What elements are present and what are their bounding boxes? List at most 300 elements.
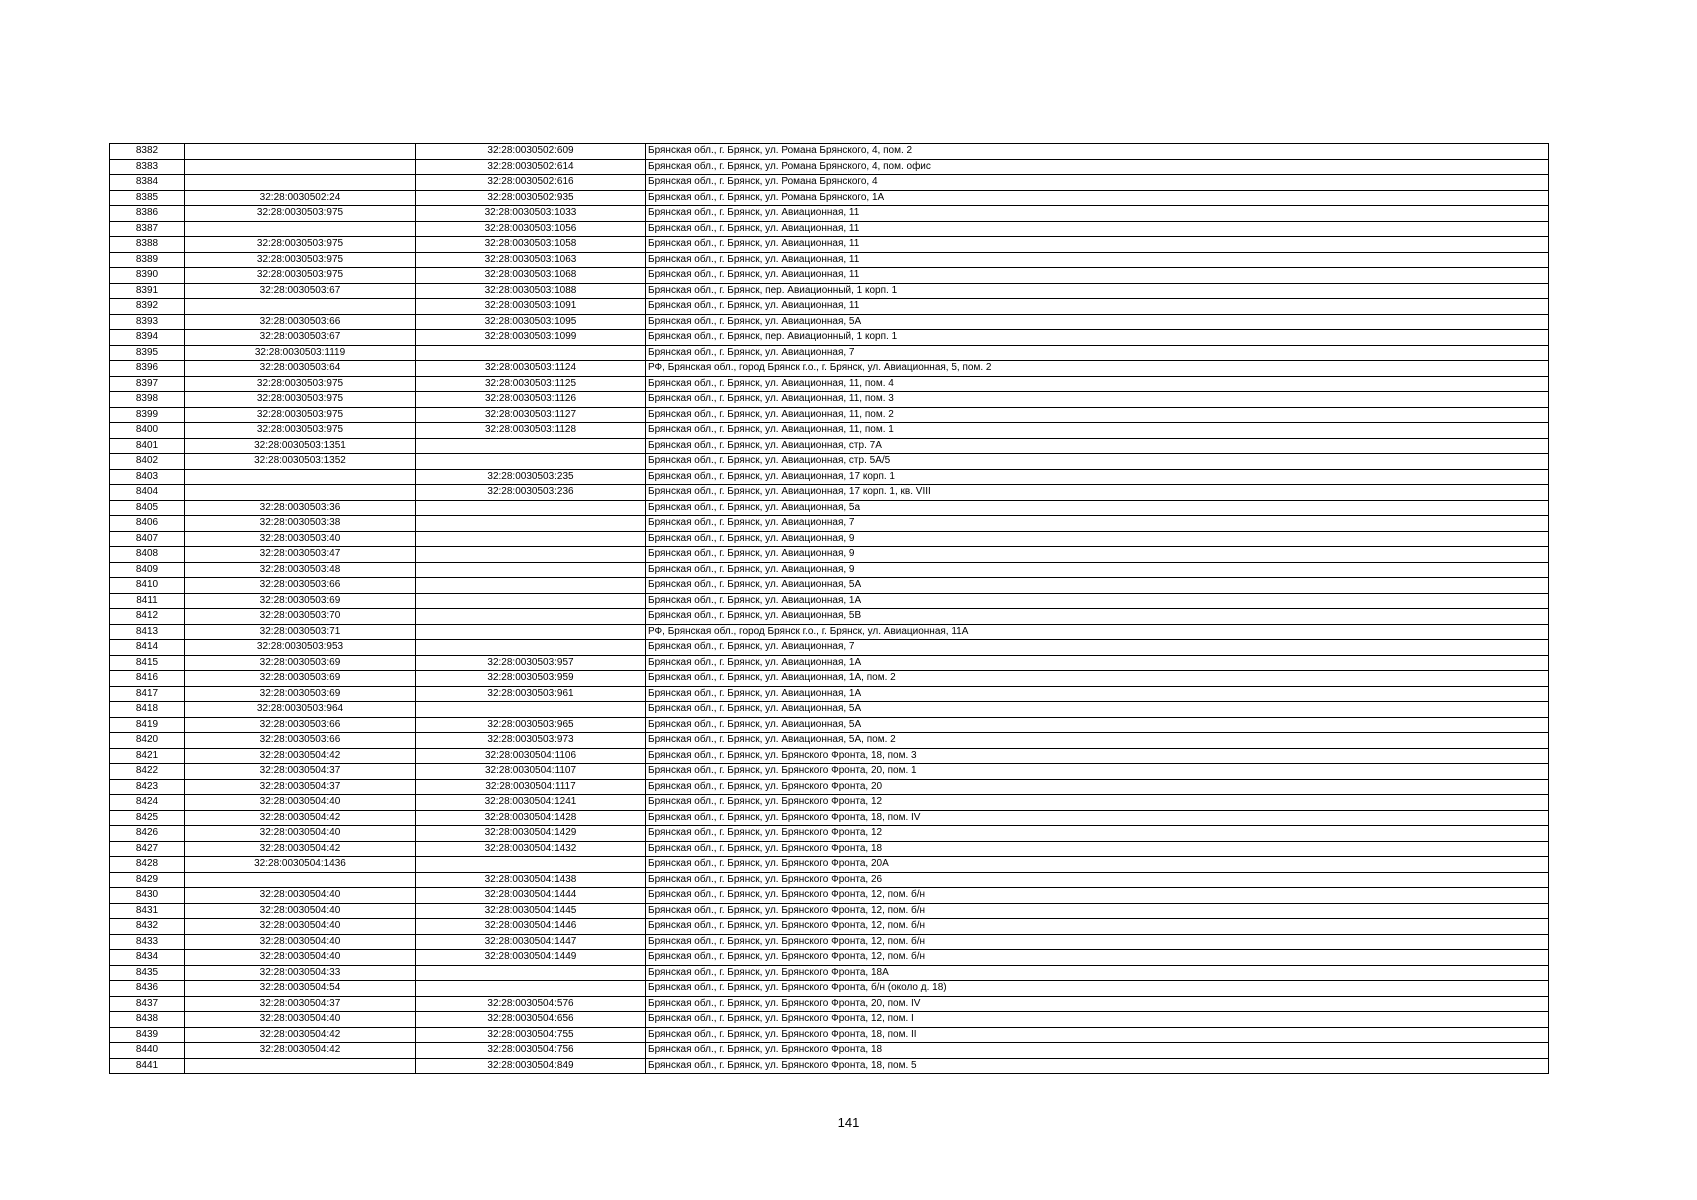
object-cadastral-number-cell: 32:28:0030504:1429 [416, 826, 646, 842]
object-cadastral-number-cell: 32:28:0030503:1128 [416, 423, 646, 439]
land-plot-cadastral-number-cell [185, 872, 416, 888]
row-number-cell: 8435 [110, 965, 185, 981]
object-cadastral-number-cell: 32:28:0030503:1088 [416, 283, 646, 299]
table-row [110, 423, 1549, 439]
table-row [110, 469, 1549, 485]
row-number-cell: 8436 [110, 981, 185, 997]
land-plot-cadastral-number-cell: 32:28:0030504:40 [185, 919, 416, 935]
table-row [110, 655, 1549, 671]
object-cadastral-number-cell: 32:28:0030503:1063 [416, 252, 646, 268]
object-cadastral-number-cell: 32:28:0030503:1124 [416, 361, 646, 377]
address-cell: Брянская обл., г. Брянск, ул. Авиационная, 7 [646, 345, 1549, 361]
land-plot-cadastral-number-cell: 32:28:0030504:42 [185, 748, 416, 764]
object-cadastral-number-cell: 32:28:0030504:849 [416, 1058, 646, 1074]
land-plot-cadastral-number-cell: 32:28:0030504:40 [185, 826, 416, 842]
object-cadastral-number-cell: 32:28:0030504:755 [416, 1027, 646, 1043]
object-cadastral-number-cell: 32:28:0030504:1438 [416, 872, 646, 888]
row-number-cell: 8408 [110, 547, 185, 563]
object-cadastral-number-cell: 32:28:0030503:1091 [416, 299, 646, 315]
address-cell: Брянская обл., г. Брянск, ул. Авиационная, 9 [646, 547, 1549, 563]
table-row [110, 1027, 1549, 1043]
land-plot-cadastral-number-cell: 32:28:0030503:1119 [185, 345, 416, 361]
row-number-cell: 8405 [110, 500, 185, 516]
land-plot-cadastral-number-cell: 32:28:0030504:37 [185, 779, 416, 795]
table-row [110, 764, 1549, 780]
row-number-cell: 8439 [110, 1027, 185, 1043]
table-row [110, 841, 1549, 857]
row-number-cell: 8421 [110, 748, 185, 764]
land-plot-cadastral-number-cell: 32:28:0030504:40 [185, 1012, 416, 1028]
object-cadastral-number-cell: 32:28:0030503:1125 [416, 376, 646, 392]
address-cell: Брянская обл., г. Брянск, ул. Авиационная, 11 [646, 252, 1549, 268]
object-cadastral-number-cell: 32:28:0030504:1446 [416, 919, 646, 935]
land-plot-cadastral-number-cell: 32:28:0030503:975 [185, 392, 416, 408]
address-cell: Брянская обл., г. Брянск, ул. Авиационная, 17 корп. 1 [646, 469, 1549, 485]
object-cadastral-number-cell: 32:28:0030503:973 [416, 733, 646, 749]
row-number-cell: 8428 [110, 857, 185, 873]
property-register-table [109, 143, 1549, 1074]
table-row [110, 531, 1549, 547]
land-plot-cadastral-number-cell: 32:28:0030503:66 [185, 314, 416, 330]
table-row [110, 562, 1549, 578]
table-row [110, 283, 1549, 299]
address-cell: Брянская обл., г. Брянск, ул. Авиационная, 5А, пом. 2 [646, 733, 1549, 749]
address-cell: Брянская обл., г. Брянск, ул. Авиационная, 5А [646, 717, 1549, 733]
table-row [110, 779, 1549, 795]
address-cell: Брянская обл., г. Брянск, ул. Авиационная, 11, пом. 3 [646, 392, 1549, 408]
object-cadastral-number-cell: 32:28:0030503:1033 [416, 206, 646, 222]
object-cadastral-number-cell [416, 578, 646, 594]
table-row [110, 438, 1549, 454]
object-cadastral-number-cell [416, 562, 646, 578]
object-cadastral-number-cell [416, 345, 646, 361]
land-plot-cadastral-number-cell: 32:28:0030504:42 [185, 810, 416, 826]
land-plot-cadastral-number-cell: 32:28:0030503:69 [185, 593, 416, 609]
land-plot-cadastral-number-cell: 32:28:0030503:66 [185, 733, 416, 749]
object-cadastral-number-cell: 32:28:0030502:616 [416, 175, 646, 191]
object-cadastral-number-cell: 32:28:0030503:1068 [416, 268, 646, 284]
object-cadastral-number-cell [416, 624, 646, 640]
table-row [110, 392, 1549, 408]
object-cadastral-number-cell: 32:28:0030502:609 [416, 144, 646, 160]
address-cell: Брянская обл., г. Брянск, ул. Брянского Фронта, 18А [646, 965, 1549, 981]
object-cadastral-number-cell: 32:28:0030504:1117 [416, 779, 646, 795]
table-row [110, 1058, 1549, 1074]
table-row [110, 454, 1549, 470]
object-cadastral-number-cell: 32:28:0030504:1428 [416, 810, 646, 826]
land-plot-cadastral-number-cell: 32:28:0030503:67 [185, 330, 416, 346]
address-cell: Брянская обл., г. Брянск, ул. Романа Брянского, 4 [646, 175, 1549, 191]
object-cadastral-number-cell: 32:28:0030503:1095 [416, 314, 646, 330]
row-number-cell: 8385 [110, 190, 185, 206]
address-cell: Брянская обл., г. Брянск, ул. Авиационная, 11, пом. 1 [646, 423, 1549, 439]
row-number-cell: 8433 [110, 934, 185, 950]
table-row [110, 733, 1549, 749]
table-row [110, 299, 1549, 315]
address-cell: Брянская обл., г. Брянск, ул. Брянского Фронта, 18 [646, 1043, 1549, 1059]
object-cadastral-number-cell [416, 593, 646, 609]
land-plot-cadastral-number-cell: 32:28:0030504:33 [185, 965, 416, 981]
table-body [110, 144, 1549, 1074]
row-number-cell: 8390 [110, 268, 185, 284]
address-cell: Брянская обл., г. Брянск, пер. Авиационный, 1 корп. 1 [646, 283, 1549, 299]
table-row [110, 888, 1549, 904]
table-row [110, 175, 1549, 191]
row-number-cell: 8389 [110, 252, 185, 268]
land-plot-cadastral-number-cell: 32:28:0030502:24 [185, 190, 416, 206]
address-cell: Брянская обл., г. Брянск, ул. Авиационная, 11 [646, 237, 1549, 253]
address-cell: Брянская обл., г. Брянск, ул. Романа Брянского, 4, пом. 2 [646, 144, 1549, 160]
row-number-cell: 8424 [110, 795, 185, 811]
row-number-cell: 8403 [110, 469, 185, 485]
address-cell: Брянская обл., г. Брянск, ул. Авиационная, 1А [646, 655, 1549, 671]
land-plot-cadastral-number-cell [185, 485, 416, 501]
land-plot-cadastral-number-cell: 32:28:0030503:69 [185, 686, 416, 702]
object-cadastral-number-cell: 32:28:0030504:1449 [416, 950, 646, 966]
address-cell: Брянская обл., г. Брянск, ул. Брянского Фронта, 12, пом. б/н [646, 888, 1549, 904]
object-cadastral-number-cell: 32:28:0030504:1444 [416, 888, 646, 904]
object-cadastral-number-cell: 32:28:0030504:576 [416, 996, 646, 1012]
address-cell: Брянская обл., г. Брянск, ул. Авиационная, 5А [646, 314, 1549, 330]
object-cadastral-number-cell [416, 531, 646, 547]
row-number-cell: 8392 [110, 299, 185, 315]
table-row [110, 903, 1549, 919]
land-plot-cadastral-number-cell: 32:28:0030503:48 [185, 562, 416, 578]
address-cell: Брянская обл., г. Брянск, ул. Авиационная, 1А [646, 593, 1549, 609]
object-cadastral-number-cell: 32:28:0030504:1106 [416, 748, 646, 764]
land-plot-cadastral-number-cell: 32:28:0030504:54 [185, 981, 416, 997]
row-number-cell: 8382 [110, 144, 185, 160]
address-cell: Брянская обл., г. Брянск, ул. Брянского Фронта, 18 [646, 841, 1549, 857]
land-plot-cadastral-number-cell: 32:28:0030503:975 [185, 252, 416, 268]
table-row [110, 159, 1549, 175]
address-cell: Брянская обл., г. Брянск, пер. Авиационный, 1 корп. 1 [646, 330, 1549, 346]
row-number-cell: 8384 [110, 175, 185, 191]
table-row [110, 330, 1549, 346]
address-cell: Брянская обл., г. Брянск, ул. Брянского Фронта, 12, пом. б/н [646, 950, 1549, 966]
object-cadastral-number-cell: 32:28:0030504:1432 [416, 841, 646, 857]
land-plot-cadastral-number-cell: 32:28:0030504:37 [185, 996, 416, 1012]
land-plot-cadastral-number-cell: 32:28:0030504:1436 [185, 857, 416, 873]
land-plot-cadastral-number-cell: 32:28:0030504:40 [185, 934, 416, 950]
table-row [110, 640, 1549, 656]
row-number-cell: 8417 [110, 686, 185, 702]
land-plot-cadastral-number-cell: 32:28:0030504:42 [185, 1027, 416, 1043]
land-plot-cadastral-number-cell: 32:28:0030503:975 [185, 423, 416, 439]
table-row [110, 810, 1549, 826]
table-row [110, 190, 1549, 206]
address-cell: Брянская обл., г. Брянск, ул. Авиационная, 5А [646, 578, 1549, 594]
table-row [110, 578, 1549, 594]
object-cadastral-number-cell: 32:28:0030504:756 [416, 1043, 646, 1059]
row-number-cell: 8419 [110, 717, 185, 733]
row-number-cell: 8407 [110, 531, 185, 547]
row-number-cell: 8404 [110, 485, 185, 501]
address-cell: Брянская обл., г. Брянск, ул. Брянского Фронта, 12, пом. б/н [646, 919, 1549, 935]
address-cell: Брянская обл., г. Брянск, ул. Брянского Фронта, 26 [646, 872, 1549, 888]
object-cadastral-number-cell: 32:28:0030503:959 [416, 671, 646, 687]
address-cell: Брянская обл., г. Брянск, ул. Брянского Фронта, 12, пом. б/н [646, 934, 1549, 950]
row-number-cell: 8416 [110, 671, 185, 687]
row-number-cell: 8431 [110, 903, 185, 919]
address-cell: Брянская обл., г. Брянск, ул. Брянского Фронта, 12 [646, 795, 1549, 811]
table-row [110, 144, 1549, 160]
row-number-cell: 8402 [110, 454, 185, 470]
object-cadastral-number-cell: 32:28:0030503:1056 [416, 221, 646, 237]
object-cadastral-number-cell: 32:28:0030504:1447 [416, 934, 646, 950]
object-cadastral-number-cell: 32:28:0030502:935 [416, 190, 646, 206]
address-cell: Брянская обл., г. Брянск, ул. Брянского Фронта, б/н (около д. 18) [646, 981, 1549, 997]
object-cadastral-number-cell [416, 454, 646, 470]
row-number-cell: 8430 [110, 888, 185, 904]
address-cell: Брянская обл., г. Брянск, ул. Брянского Фронта, 18, пом. 5 [646, 1058, 1549, 1074]
address-cell: Брянская обл., г. Брянск, ул. Брянского Фронта, 18, пом. II [646, 1027, 1549, 1043]
table-row [110, 748, 1549, 764]
object-cadastral-number-cell: 32:28:0030504:1241 [416, 795, 646, 811]
table-row [110, 268, 1549, 284]
address-cell: РФ, Брянская обл., город Брянск г.о., г. Брянск, ул. Авиационная, 11А [646, 624, 1549, 640]
table-row [110, 872, 1549, 888]
table-row [110, 485, 1549, 501]
land-plot-cadastral-number-cell: 32:28:0030503:67 [185, 283, 416, 299]
address-cell: Брянская обл., г. Брянск, ул. Авиационная, 17 корп. 1, кв. VIII [646, 485, 1549, 501]
land-plot-cadastral-number-cell: 32:28:0030503:975 [185, 206, 416, 222]
table-row [110, 516, 1549, 532]
address-cell: Брянская обл., г. Брянск, ул. Авиационная, 9 [646, 562, 1549, 578]
object-cadastral-number-cell: 32:28:0030502:614 [416, 159, 646, 175]
address-cell: Брянская обл., г. Брянск, ул. Авиационная, 5А [646, 702, 1549, 718]
row-number-cell: 8414 [110, 640, 185, 656]
address-cell: Брянская обл., г. Брянск, ул. Романа Брянского, 4, пом. офис [646, 159, 1549, 175]
land-plot-cadastral-number-cell [185, 144, 416, 160]
land-plot-cadastral-number-cell [185, 159, 416, 175]
land-plot-cadastral-number-cell: 32:28:0030503:47 [185, 547, 416, 563]
land-plot-cadastral-number-cell: 32:28:0030504:42 [185, 841, 416, 857]
row-number-cell: 8426 [110, 826, 185, 842]
land-plot-cadastral-number-cell: 32:28:0030503:1352 [185, 454, 416, 470]
address-cell: РФ, Брянская обл., город Брянск г.о., г. Брянск, ул. Авиационная, 5, пом. 2 [646, 361, 1549, 377]
row-number-cell: 8427 [110, 841, 185, 857]
address-cell: Брянская обл., г. Брянск, ул. Авиационная, 11, пом. 4 [646, 376, 1549, 392]
address-cell: Брянская обл., г. Брянск, ул. Романа Брянского, 1А [646, 190, 1549, 206]
row-number-cell: 8440 [110, 1043, 185, 1059]
object-cadastral-number-cell: 32:28:0030503:1126 [416, 392, 646, 408]
table-row [110, 1012, 1549, 1028]
table-row [110, 407, 1549, 423]
row-number-cell: 8401 [110, 438, 185, 454]
object-cadastral-number-cell [416, 702, 646, 718]
row-number-cell: 8397 [110, 376, 185, 392]
address-cell: Брянская обл., г. Брянск, ул. Авиационная, 11 [646, 268, 1549, 284]
object-cadastral-number-cell [416, 547, 646, 563]
table-row [110, 826, 1549, 842]
address-cell: Брянская обл., г. Брянск, ул. Брянского Фронта, 18, пом. 3 [646, 748, 1549, 764]
row-number-cell: 8398 [110, 392, 185, 408]
table-row [110, 965, 1549, 981]
row-number-cell: 8409 [110, 562, 185, 578]
row-number-cell: 8391 [110, 283, 185, 299]
address-cell: Брянская обл., г. Брянск, ул. Авиационная, 11 [646, 206, 1549, 222]
land-plot-cadastral-number-cell: 32:28:0030503:69 [185, 655, 416, 671]
row-number-cell: 8425 [110, 810, 185, 826]
table-row [110, 934, 1549, 950]
table-row [110, 500, 1549, 516]
table-row [110, 686, 1549, 702]
row-number-cell: 8432 [110, 919, 185, 935]
land-plot-cadastral-number-cell: 32:28:0030504:40 [185, 795, 416, 811]
address-cell: Брянская обл., г. Брянск, ул. Брянского Фронта, 12 [646, 826, 1549, 842]
address-cell: Брянская обл., г. Брянск, ул. Авиационная, 11, пом. 2 [646, 407, 1549, 423]
address-cell: Брянская обл., г. Брянск, ул. Брянского Фронта, 20А [646, 857, 1549, 873]
object-cadastral-number-cell: 32:28:0030504:656 [416, 1012, 646, 1028]
table-row [110, 206, 1549, 222]
row-number-cell: 8422 [110, 764, 185, 780]
object-cadastral-number-cell: 32:28:0030503:1058 [416, 237, 646, 253]
address-cell: Брянская обл., г. Брянск, ул. Брянского Фронта, 20 [646, 779, 1549, 795]
address-cell: Брянская обл., г. Брянск, ул. Брянского Фронта, 12, пом. б/н [646, 903, 1549, 919]
table-row [110, 919, 1549, 935]
address-cell: Брянская обл., г. Брянск, ул. Брянского Фронта, 12, пом. I [646, 1012, 1549, 1028]
land-plot-cadastral-number-cell [185, 299, 416, 315]
table-row [110, 252, 1549, 268]
land-plot-cadastral-number-cell: 32:28:0030503:964 [185, 702, 416, 718]
land-plot-cadastral-number-cell: 32:28:0030503:38 [185, 516, 416, 532]
land-plot-cadastral-number-cell: 32:28:0030504:40 [185, 888, 416, 904]
address-cell: Брянская обл., г. Брянск, ул. Брянского Фронта, 20, пом. 1 [646, 764, 1549, 780]
land-plot-cadastral-number-cell [185, 469, 416, 485]
row-number-cell: 8434 [110, 950, 185, 966]
object-cadastral-number-cell [416, 609, 646, 625]
land-plot-cadastral-number-cell: 32:28:0030503:66 [185, 578, 416, 594]
table-row [110, 361, 1549, 377]
land-plot-cadastral-number-cell: 32:28:0030503:40 [185, 531, 416, 547]
row-number-cell: 8438 [110, 1012, 185, 1028]
row-number-cell: 8429 [110, 872, 185, 888]
page-number: 141 [837, 1115, 860, 1130]
object-cadastral-number-cell: 32:28:0030503:236 [416, 485, 646, 501]
land-plot-cadastral-number-cell [185, 175, 416, 191]
object-cadastral-number-cell [416, 965, 646, 981]
table-row [110, 221, 1549, 237]
address-cell: Брянская обл., г. Брянск, ул. Авиационная, 11 [646, 221, 1549, 237]
object-cadastral-number-cell: 32:28:0030503:965 [416, 717, 646, 733]
address-cell: Брянская обл., г. Брянск, ул. Брянского Фронта, 20, пом. IV [646, 996, 1549, 1012]
row-number-cell: 8393 [110, 314, 185, 330]
table-row [110, 950, 1549, 966]
row-number-cell: 8415 [110, 655, 185, 671]
row-number-cell: 8410 [110, 578, 185, 594]
row-number-cell: 8406 [110, 516, 185, 532]
row-number-cell: 8437 [110, 996, 185, 1012]
land-plot-cadastral-number-cell [185, 221, 416, 237]
table-row [110, 376, 1549, 392]
table-row [110, 717, 1549, 733]
table-row [110, 795, 1549, 811]
land-plot-cadastral-number-cell: 32:28:0030504:37 [185, 764, 416, 780]
table-row [110, 981, 1549, 997]
object-cadastral-number-cell: 32:28:0030504:1445 [416, 903, 646, 919]
row-number-cell: 8418 [110, 702, 185, 718]
row-number-cell: 8399 [110, 407, 185, 423]
row-number-cell: 8394 [110, 330, 185, 346]
table-row [110, 237, 1549, 253]
land-plot-cadastral-number-cell: 32:28:0030503:66 [185, 717, 416, 733]
land-plot-cadastral-number-cell: 32:28:0030503:64 [185, 361, 416, 377]
row-number-cell: 8387 [110, 221, 185, 237]
land-plot-cadastral-number-cell: 32:28:0030504:42 [185, 1043, 416, 1059]
land-plot-cadastral-number-cell: 32:28:0030503:975 [185, 407, 416, 423]
object-cadastral-number-cell [416, 640, 646, 656]
table-row [110, 593, 1549, 609]
land-plot-cadastral-number-cell: 32:28:0030504:40 [185, 903, 416, 919]
row-number-cell: 8400 [110, 423, 185, 439]
row-number-cell: 8386 [110, 206, 185, 222]
table-row [110, 609, 1549, 625]
row-number-cell: 8411 [110, 593, 185, 609]
row-number-cell: 8413 [110, 624, 185, 640]
address-cell: Брянская обл., г. Брянск, ул. Авиационная, стр. 7А [646, 438, 1549, 454]
land-plot-cadastral-number-cell [185, 1058, 416, 1074]
table-row [110, 996, 1549, 1012]
row-number-cell: 8412 [110, 609, 185, 625]
row-number-cell: 8383 [110, 159, 185, 175]
address-cell: Брянская обл., г. Брянск, ул. Авиационная, 5а [646, 500, 1549, 516]
row-number-cell: 8423 [110, 779, 185, 795]
land-plot-cadastral-number-cell: 32:28:0030503:975 [185, 268, 416, 284]
table-row [110, 702, 1549, 718]
object-cadastral-number-cell: 32:28:0030503:957 [416, 655, 646, 671]
table-row [110, 314, 1549, 330]
row-number-cell: 8395 [110, 345, 185, 361]
land-plot-cadastral-number-cell: 32:28:0030503:71 [185, 624, 416, 640]
object-cadastral-number-cell: 32:28:0030503:1127 [416, 407, 646, 423]
address-cell: Брянская обл., г. Брянск, ул. Авиационная, 7 [646, 640, 1549, 656]
table-row [110, 1043, 1549, 1059]
object-cadastral-number-cell [416, 500, 646, 516]
table-row [110, 671, 1549, 687]
object-cadastral-number-cell [416, 438, 646, 454]
land-plot-cadastral-number-cell: 32:28:0030504:40 [185, 950, 416, 966]
row-number-cell: 8441 [110, 1058, 185, 1074]
land-plot-cadastral-number-cell: 32:28:0030503:36 [185, 500, 416, 516]
address-cell: Брянская обл., г. Брянск, ул. Брянского Фронта, 18, пом. IV [646, 810, 1549, 826]
table-row [110, 857, 1549, 873]
object-cadastral-number-cell [416, 857, 646, 873]
table-row [110, 547, 1549, 563]
address-cell: Брянская обл., г. Брянск, ул. Авиационная, 1А [646, 686, 1549, 702]
object-cadastral-number-cell [416, 516, 646, 532]
object-cadastral-number-cell: 32:28:0030504:1107 [416, 764, 646, 780]
address-cell: Брянская обл., г. Брянск, ул. Авиационная, 9 [646, 531, 1549, 547]
land-plot-cadastral-number-cell: 32:28:0030503:1351 [185, 438, 416, 454]
row-number-cell: 8388 [110, 237, 185, 253]
object-cadastral-number-cell: 32:28:0030503:1099 [416, 330, 646, 346]
object-cadastral-number-cell [416, 981, 646, 997]
table-row [110, 624, 1549, 640]
object-cadastral-number-cell: 32:28:0030503:235 [416, 469, 646, 485]
address-cell: Брянская обл., г. Брянск, ул. Авиационная, 11 [646, 299, 1549, 315]
address-cell: Брянская обл., г. Брянск, ул. Авиационная, 5В [646, 609, 1549, 625]
address-cell: Брянская обл., г. Брянск, ул. Авиационная, 7 [646, 516, 1549, 532]
land-plot-cadastral-number-cell: 32:28:0030503:975 [185, 237, 416, 253]
land-plot-cadastral-number-cell: 32:28:0030503:69 [185, 671, 416, 687]
row-number-cell: 8396 [110, 361, 185, 377]
land-plot-cadastral-number-cell: 32:28:0030503:70 [185, 609, 416, 625]
row-number-cell: 8420 [110, 733, 185, 749]
land-plot-cadastral-number-cell: 32:28:0030503:953 [185, 640, 416, 656]
object-cadastral-number-cell: 32:28:0030503:961 [416, 686, 646, 702]
table-row [110, 345, 1549, 361]
